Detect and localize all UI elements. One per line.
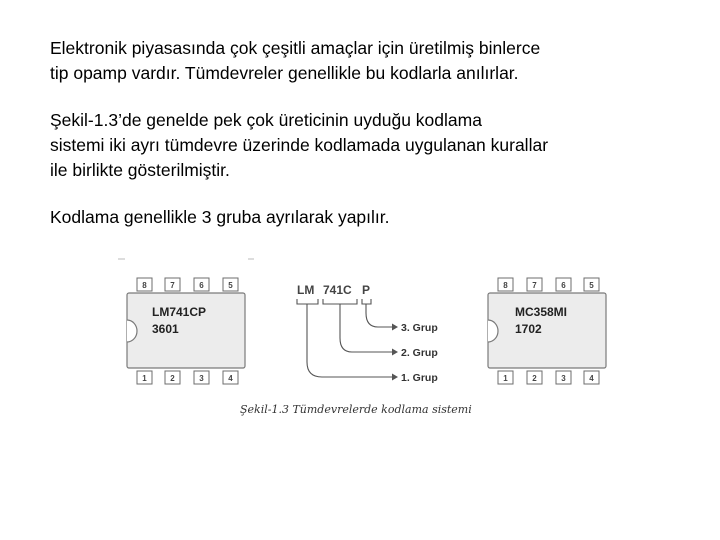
chip-left-date-code: 3601 [152, 322, 179, 336]
chip-right-pin-1-label: 1 [503, 374, 508, 383]
chip-right-pin-7-label: 7 [532, 281, 537, 290]
paragraph-groups-line-1: Kodlama genellikle 3 gruba ayrılarak yapılır. [50, 207, 390, 227]
chip-right-pin-6-label: 6 [561, 281, 566, 290]
chip-left [127, 278, 245, 384]
bracket-suffix [362, 299, 371, 304]
chip-right [488, 278, 606, 384]
leader-group-1 [307, 304, 392, 377]
arrow-group-2 [392, 349, 398, 356]
chip-right-bottom-pins [498, 371, 599, 384]
chip-left-pin-6-label: 6 [199, 281, 204, 290]
chip-right-pin-8-label: 8 [503, 281, 508, 290]
code-breakdown [297, 283, 438, 384]
figure-caption: Şekil-1.3 Tümdevrelerde kodlama sistemi [240, 403, 472, 416]
code-suffix: P [362, 283, 371, 297]
bracket-number [323, 299, 357, 304]
arrow-group-1 [392, 374, 398, 381]
chip-right-top-pins [498, 278, 599, 291]
chip-right-pin-4-label: 4 [589, 374, 594, 383]
paragraph-intro-line-1: Elektronik piyasasında çok çeşitli amaçlar için üretilmiş binlerce [50, 38, 541, 58]
chip-right-pin-2-label: 2 [532, 374, 537, 383]
chip-right-pin-5-label: 5 [589, 281, 594, 290]
chip-left-part-number: LM741CP [152, 305, 207, 319]
chip-left-top-pins [137, 278, 238, 291]
group-1-label: 1. Grup [401, 372, 438, 384]
chip-left-pin-1-label: 1 [142, 374, 147, 383]
chip-left-pin-2-label: 2 [170, 374, 175, 383]
paragraph-figure-ref-line-1: Şekil-1.3’de genelde pek çok üreticinin uyduğu kodlama [50, 110, 482, 130]
chip-left-pin-3-label: 3 [199, 374, 204, 383]
code-prefix: LM [297, 283, 315, 297]
chip-right-part-number: MC358MI [515, 305, 568, 319]
bracket-prefix [297, 299, 318, 304]
group-3-label: 3. Grup [401, 322, 438, 334]
chip-left-bottom-pins [137, 371, 238, 384]
group-2-label: 2. Grup [401, 347, 438, 359]
chip-left-pin-8-label: 8 [142, 281, 147, 290]
chip-left-pin-7-label: 7 [170, 281, 175, 290]
chip-right-date-code: 1702 [515, 322, 542, 336]
paragraph-intro-line-2: tip opamp vardır. Tümdevreler genellikle bu kodlarla anılırlar. [50, 63, 519, 83]
chip-right-pin-3-label: 3 [561, 374, 566, 383]
leader-group-3 [366, 304, 392, 327]
chip-left-pin-4-label: 4 [228, 374, 233, 383]
code-number: 741C [323, 283, 352, 297]
paragraph-figure-ref-line-2: sistemi iki ayrı tümdevre üzerinde kodlamada uygulanan kurallar [50, 135, 549, 155]
chip-left-pin-5-label: 5 [228, 281, 233, 290]
arrow-group-3 [392, 324, 398, 331]
paragraph-figure-ref-line-3: ile birlikte gösterilmiştir. [50, 160, 230, 180]
